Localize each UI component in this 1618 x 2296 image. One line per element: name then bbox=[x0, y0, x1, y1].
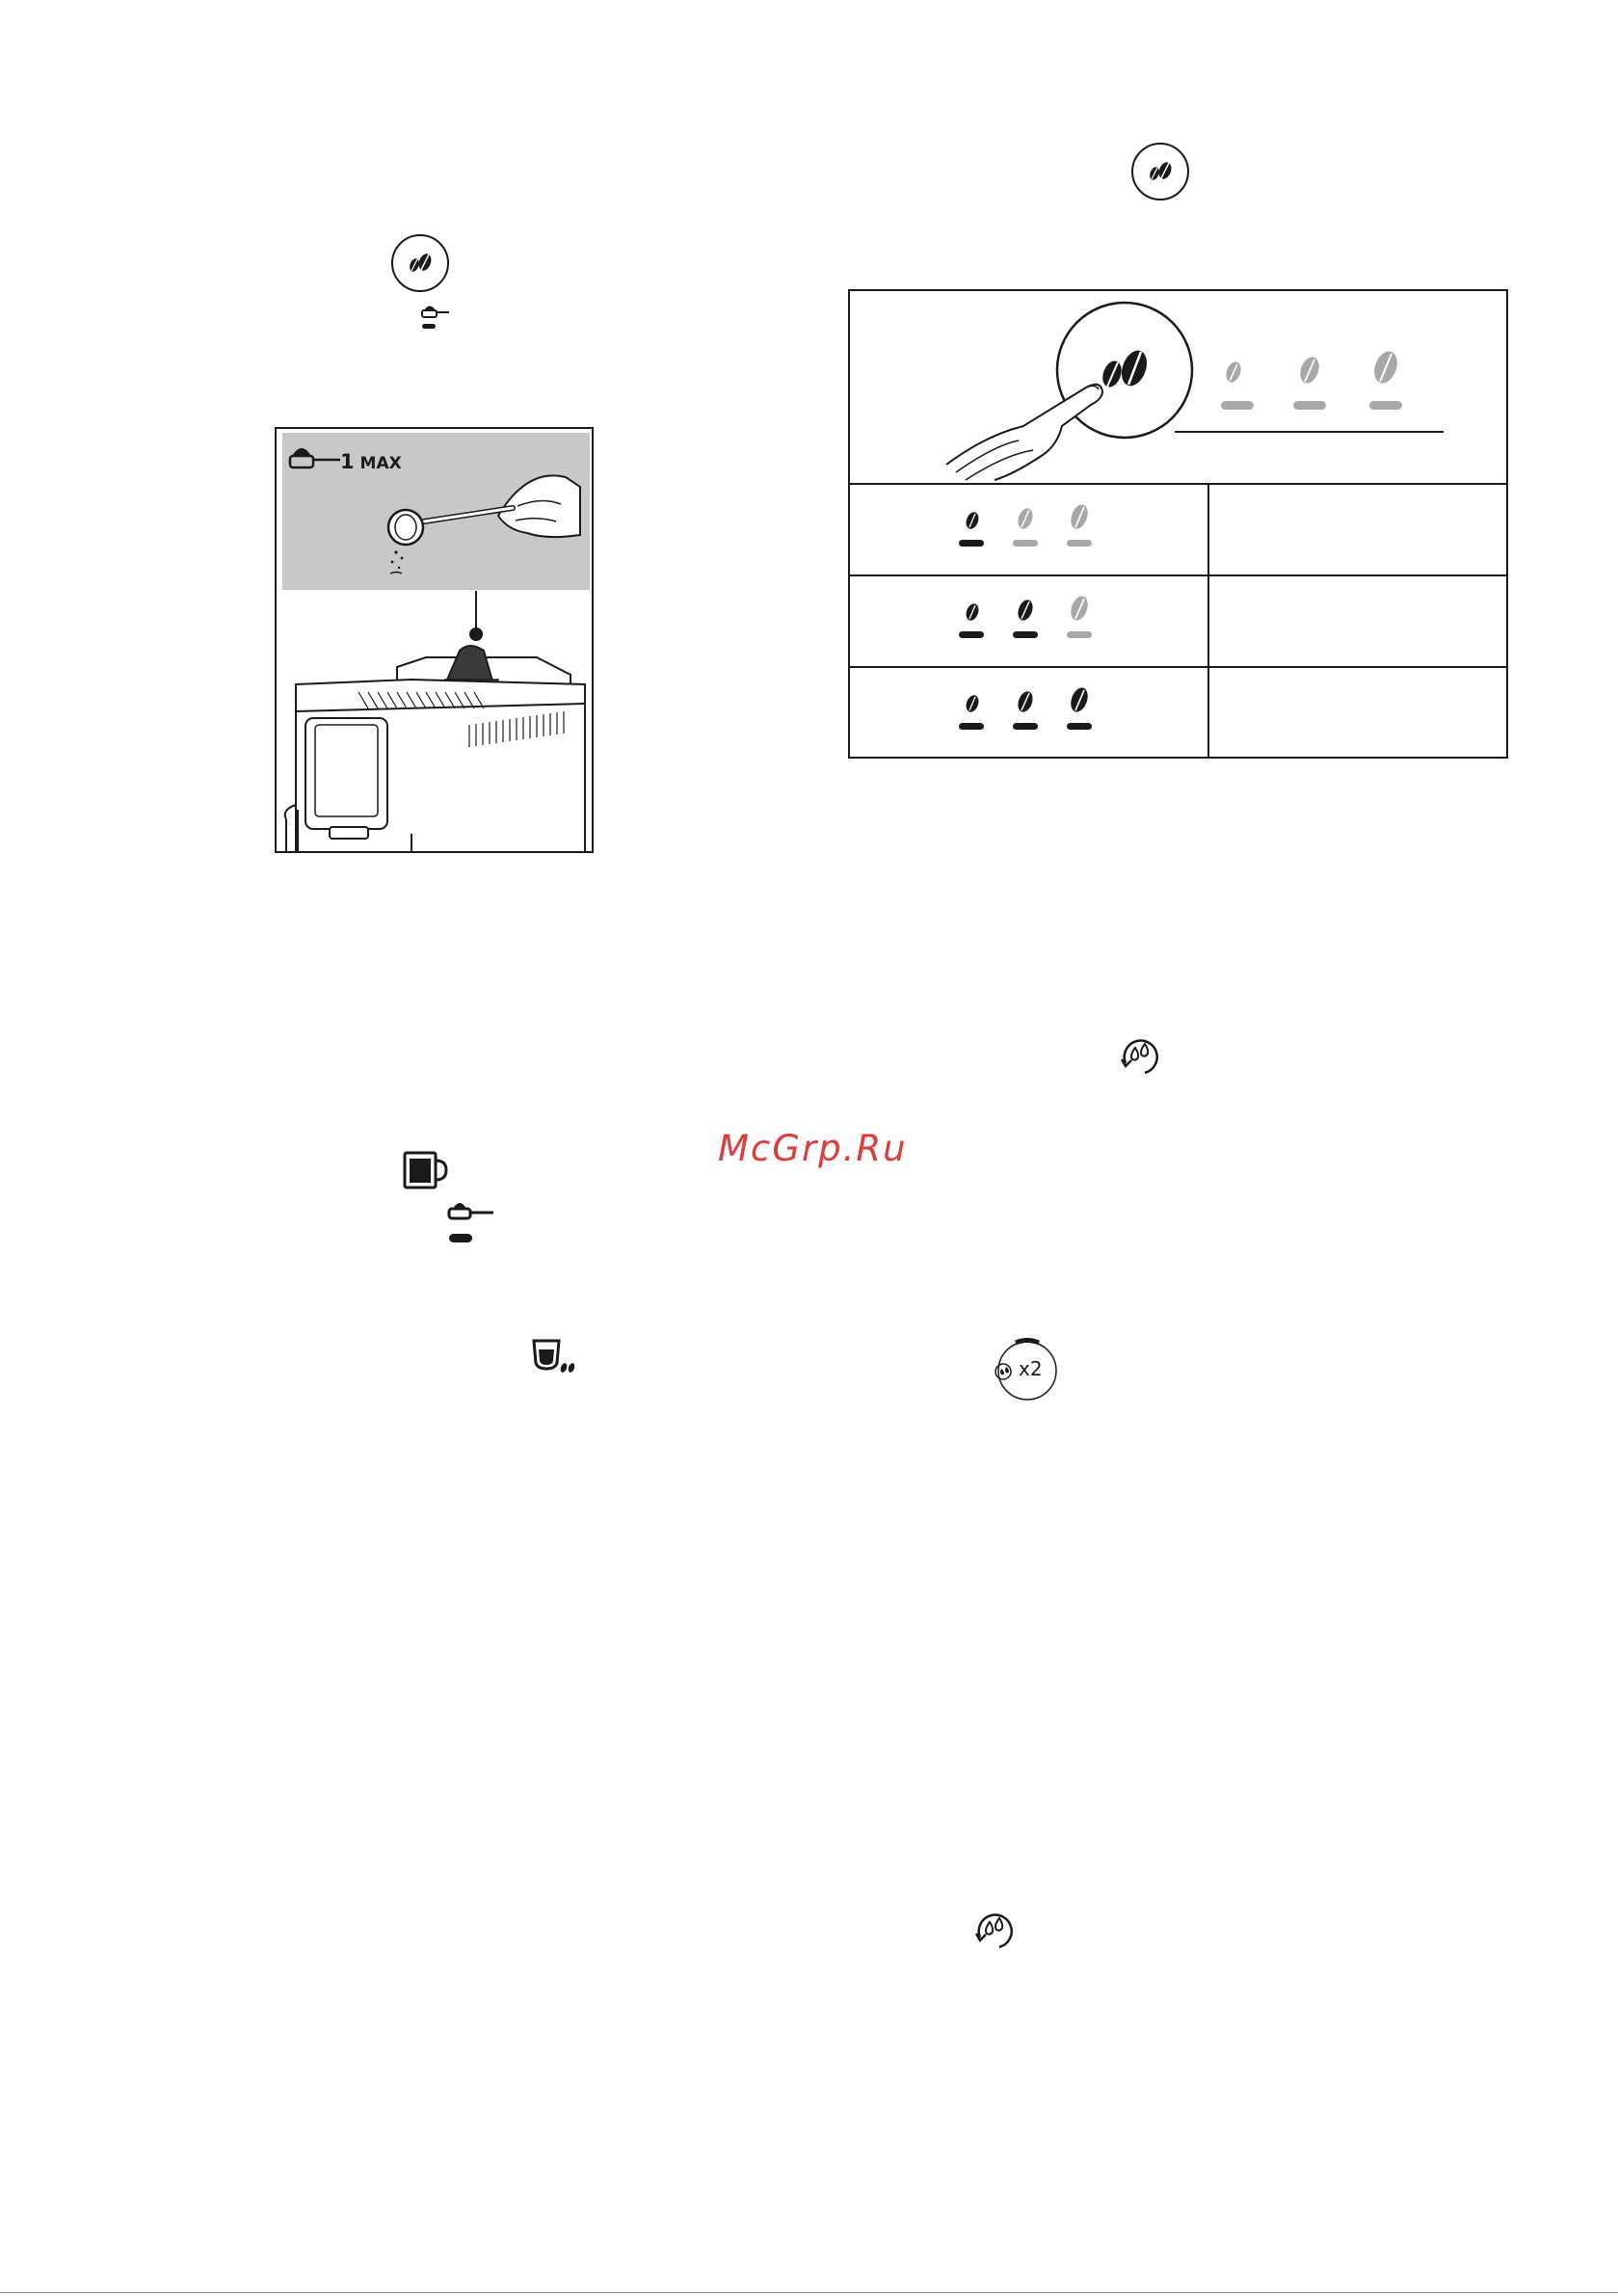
table-divider-1 bbox=[850, 483, 1506, 485]
pre-ground-coffee-figure bbox=[275, 427, 594, 853]
table-divider-2 bbox=[850, 574, 1506, 576]
leader-line bbox=[475, 591, 477, 631]
scoop-max-text: MAX bbox=[359, 454, 402, 473]
aroma-button-right[interactable] bbox=[1131, 143, 1189, 200]
strength-level-2-row bbox=[946, 587, 1101, 654]
strength-level-1-row bbox=[946, 495, 1101, 563]
aroma-strength-table bbox=[848, 289, 1508, 759]
rinse-icon[interactable] bbox=[1116, 1034, 1164, 1081]
scoop-count: 1 bbox=[340, 450, 355, 473]
rinse-x2-button[interactable] bbox=[987, 1338, 1064, 1403]
coffee-beans-icon bbox=[393, 236, 447, 290]
page-bottom-rule bbox=[0, 2292, 1618, 2293]
mug-icon bbox=[402, 1149, 448, 1191]
finger-press-illustration bbox=[850, 291, 1506, 482]
pre-ground-scoop-indicator bbox=[418, 301, 453, 332]
strength-level-3-row bbox=[946, 679, 1101, 746]
aroma-button[interactable] bbox=[391, 234, 449, 292]
rinse-icon-lower[interactable] bbox=[970, 1909, 1019, 1955]
pre-ground-scoop-indicator-2 bbox=[443, 1195, 497, 1245]
espresso-beans-icon bbox=[531, 1338, 577, 1376]
watermark: McGrp.Ru bbox=[718, 1128, 908, 1169]
table-divider-3 bbox=[850, 666, 1506, 668]
coffee-beans-icon bbox=[1133, 145, 1187, 199]
table-col-divider bbox=[1207, 483, 1209, 757]
hand-pouring-illustration bbox=[383, 448, 585, 593]
coffee-machine-illustration bbox=[277, 636, 594, 853]
measuring-scoop-icon bbox=[286, 439, 344, 477]
rinse-multiplier: x2 bbox=[1019, 1357, 1043, 1380]
